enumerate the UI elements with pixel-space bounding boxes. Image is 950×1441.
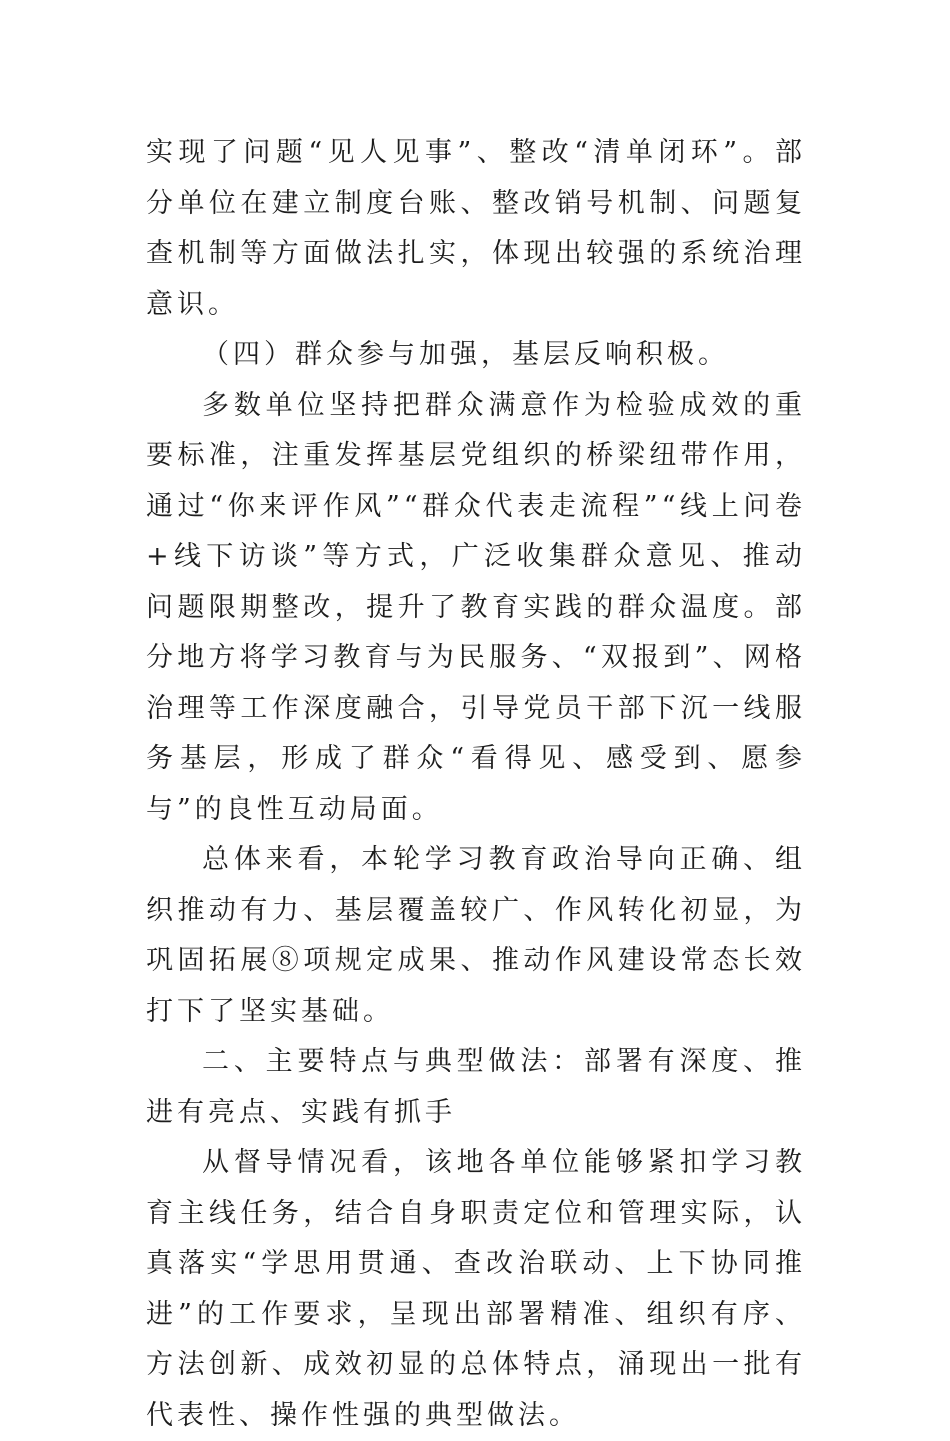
paragraph-public-participation: 多数单位坚持把群众满意作为检验成效的重要标准，注重发挥基层党组织的桥梁纽带作用，通过“你来评作风”“群众代表走流程”“线上问卷+线下访谈”等方式，广泛收集群众意见、推动问题限期整改，提升了教育实践的群众温度。部分地方将学习教育与为民服务、“双报到”、网格治理等工作深度融合，引导党员干部下沉一线服务基层，形成了群众“看得见、感受到、愿参与”的良性互动局面。 <box>146 389 806 825</box>
paragraph-summary: 总体来看，本轮学习教育政治导向正确、组织推动有力、基层覆盖较广、作风转化初显，为巩固拓展⑧项规定成果、推动作风建设常态长效打下了坚实基础。 <box>146 844 806 1027</box>
paragraph-supervision-overview: 从督导情况看，该地各单位能够紧扣学习教育主线任务，结合自身职责定位和管理实际，认真落实“学思用贯通、查改治联动、上下协同推进”的工作要求，呈现出部署精准、组织有序、方法创新、成效初显的总体特点，涌现出一批有代表性、操作性强的典型做法。 <box>146 1147 806 1431</box>
section-heading-four: （四）群众参与加强，基层反响积极。 <box>202 339 729 370</box>
document-body <box>146 128 806 1441</box>
paragraph-continuation: 实现了问题“见人见事”、整改“清单闭环”。部分单位在建立制度台账、整改销号机制、问题复查机制等方面做法扎实，体现出较强的系统治理意识。 <box>146 137 806 320</box>
section-heading-two: 二、主要特点与典型做法：部署有深度、推进有亮点、实践有抓手 <box>146 1046 806 1128</box>
